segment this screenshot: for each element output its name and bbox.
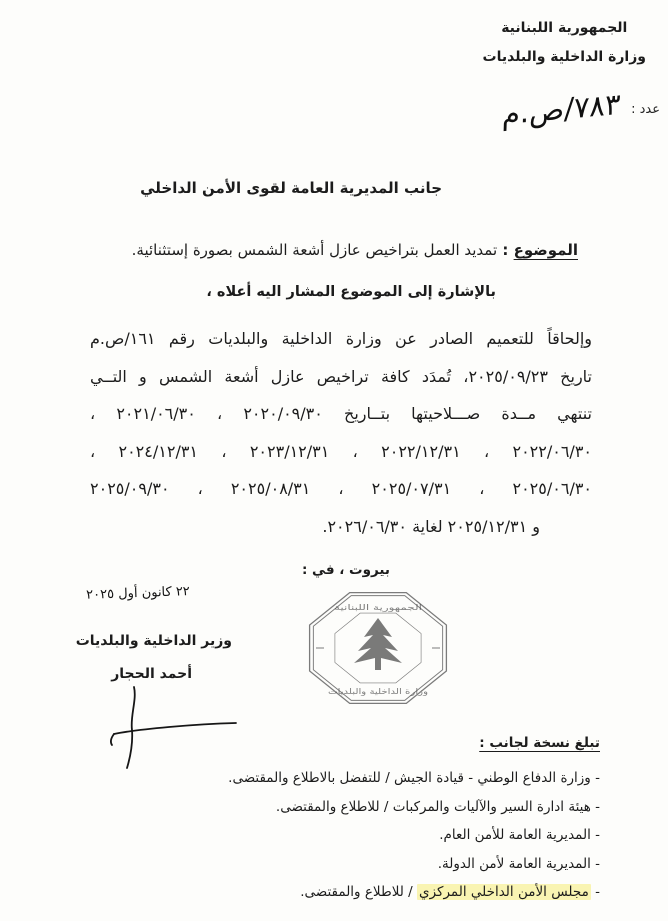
date-stamp: ٢٢ كانون أول ٢٠٢٥	[85, 584, 191, 603]
subject-text: تمديد العمل بتراخيص عازل أشعة الشمس بصورة إستثنائية.	[131, 241, 498, 259]
cc-item: - المديرية العامة لأمن الدولة.	[437, 855, 600, 872]
letterhead	[483, 14, 646, 72]
reference-line: بالإشارة إلى الموضوع المشار اليه أعلاه ،	[206, 284, 496, 300]
place-date-label: بيروت ، في :	[301, 562, 390, 578]
addressee-line: جانب المديرية العامة لقوى الأمن الداخلي	[140, 179, 442, 197]
signatory-name: أحمد الحجار	[111, 666, 192, 682]
body-line: ٢٠٢٥/٠٦/٣٠ ، ٢٠٢٥/٠٧/٣١ ، ٢٠٢٥/٠٨/٣١ ، ٢٠٢٥/٠٩/٣٠	[90, 479, 593, 498]
subject-label: الموضوع	[513, 241, 578, 259]
cc-heading: تبلغ نسخة لجانب :	[479, 735, 600, 751]
cc-item: - هيئة ادارة السير والآليات والمركبات / للاطلاع والمقتضى.	[275, 798, 600, 815]
body-line: وإلحاقاً للتعميم الصادر عن وزارة الداخلية والبلديات رقم ١٦١/ص.م	[90, 329, 592, 348]
cc-last-highlight: مجلس الأمن الداخلي المركزي	[419, 884, 589, 900]
signatory-title: وزير الداخلية والبلديات	[75, 633, 232, 649]
body-line: تنتهي مــدة صـــلاحيتها بتــاريخ ٢٠٢٠/٠٩/٣٠ ، ٢٠٢١/٠٦/٣٠ ،	[90, 404, 593, 423]
cc-item-highlighted	[55, 882, 600, 902]
body-line: و ٢٠٢٥/١٢/٣١ لغاية ٢٠٢٦/٠٦/٣٠.	[322, 516, 540, 536]
cc-list	[55, 768, 600, 911]
cedar-icon	[354, 618, 402, 670]
ministry-title: وزارة الداخلية والبلديات	[482, 49, 646, 65]
seal-top-text: الجمهورية اللبنانية	[334, 603, 422, 612]
doc-number	[501, 86, 660, 132]
body-line: ٢٠٢٢/٠٦/٣٠ ، ٢٠٢٢/١٢/٣١ ، ٢٠٢٣/١٢/٣١ ، ٢٠٢٤/١٢/٣١ ،	[90, 441, 592, 461]
republic-title: الجمهورية اللبنانية	[501, 20, 628, 36]
seal-bottom-text: وزارة الداخلية والبلديات	[328, 687, 429, 696]
doc-number-handwritten: ٧٨٣/ص.م	[501, 86, 622, 132]
subject-separator: :	[497, 241, 514, 259]
cc-item: - المديرية العامة للأمن العام.	[439, 827, 600, 843]
doc-number-label: عدد :	[631, 101, 660, 117]
cc-item: - وزارة الدفاع الوطني - قيادة الجيش / للتفضل بالاطلاع والمقتضى.	[228, 770, 600, 786]
minister-signature	[104, 684, 244, 774]
ministry-seal	[297, 582, 461, 716]
body-paragraph	[90, 320, 592, 545]
subject-line	[132, 241, 578, 259]
cc-last-suffix: / للاطلاع والمقتضى.	[300, 884, 418, 900]
cc-last-prefix: -	[590, 884, 600, 900]
body-line: تاريخ ٢٠٢٥/٠٩/٢٣، تُمدَد كافة تراخيص عازل أشعة الشمس و التــي	[90, 366, 593, 386]
